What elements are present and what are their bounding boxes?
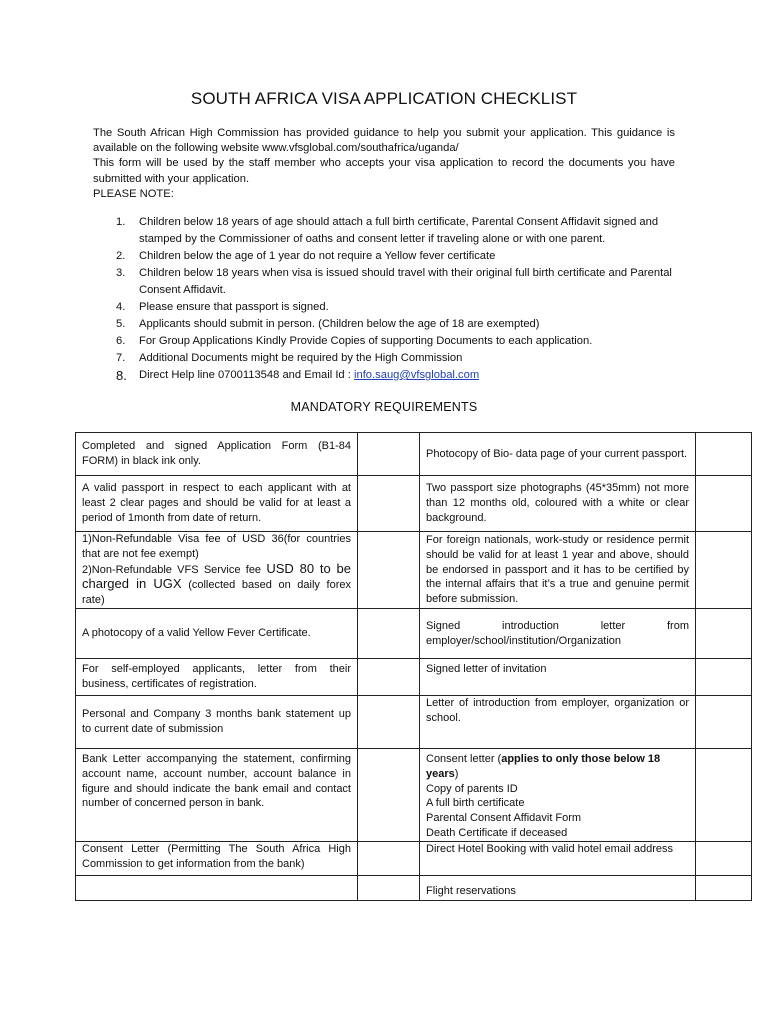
requirement-cell: A valid passport in respect to each applicant with at least 2 clear pages and should be valid for at least a period of 1month from date of return. — [76, 476, 358, 532]
requirement-cell — [76, 875, 358, 900]
check-cell[interactable] — [696, 532, 752, 609]
table-row — [76, 609, 752, 659]
check-cell[interactable] — [358, 532, 420, 609]
list-item-text: Additional Documents might be required by the High Commission — [139, 352, 463, 364]
check-cell[interactable] — [696, 749, 752, 842]
table-row — [76, 749, 752, 842]
table-row — [76, 841, 752, 875]
check-cell[interactable] — [696, 659, 752, 696]
check-cell[interactable] — [358, 433, 420, 476]
table-row — [76, 433, 752, 476]
list-item — [110, 316, 690, 333]
consent-letter-line — [426, 752, 689, 782]
page-title: SOUTH AFRICA VISA APPLICATION CHECKLIST — [190, 89, 578, 108]
list-item: Copy of parents ID — [426, 782, 518, 795]
check-cell[interactable] — [696, 433, 752, 476]
check-cell[interactable] — [358, 476, 420, 532]
service-fee-text: 2)Non-Refundable VFS Service fee — [82, 563, 267, 576]
table-row — [76, 875, 752, 900]
help-email-link[interactable]: info.saug@vfsglobal.com — [353, 369, 480, 381]
check-cell[interactable] — [358, 841, 420, 875]
list-item — [110, 333, 690, 350]
list-item-text: Children below the age of 1 year do not require a Yellow fever certificate — [139, 250, 496, 262]
check-cell[interactable] — [696, 476, 752, 532]
list-number: 7. — [116, 352, 126, 364]
table-row — [76, 476, 752, 532]
requirement-cell: Personal and Company 3 months bank statement up to current date of submission — [76, 696, 358, 749]
requirement-cell: For foreign nationals, work-study or residence permit should be valid for at least 1 year and above, should be endorsed in passport and it has to be certified by the internal affairs that it’s a true and genuine permit before submission. — [420, 532, 696, 609]
list-number: 1. — [116, 216, 126, 228]
requirement-cell: Direct Hotel Booking with valid hotel email address — [420, 841, 696, 875]
list-item-text: Applicants should submit in person. (Children below the age of 18 are exempted) — [139, 318, 540, 330]
consent-letter-close: ) — [454, 767, 459, 780]
requirement-cell: Completed and signed Application Form (B1-84 FORM) in black ink only. — [76, 433, 358, 476]
list-number: 5. — [116, 318, 126, 330]
check-cell[interactable] — [696, 609, 752, 659]
check-cell[interactable] — [358, 696, 420, 749]
check-cell[interactable] — [696, 841, 752, 875]
list-item — [110, 299, 690, 316]
visa-fee-line: 1)Non-Refundable Visa fee of USD 36(for countries that are not fee exempt) — [82, 533, 351, 560]
list-number: 8. — [116, 368, 127, 383]
requirement-cell: Two passport size photographs (45*35mm) not more than 12 months old, coloured with a white or clear background. — [420, 476, 696, 532]
requirement-cell: Letter of introduction from employer, organization or school. — [420, 696, 696, 749]
list-item-text: Children below 18 years when visa is issued should travel with their original full birth certificate and Parental Consent Affidavit. — [139, 267, 672, 296]
intro-form-purpose: This form will be used by the staff member who accepts your visa application to record the documents you have submitted with your application. — [93, 157, 675, 185]
intro-text — [93, 126, 675, 202]
service-fee-line — [82, 562, 351, 608]
service-fee-amount: USD 80 to be charged in UGX — [82, 560, 352, 592]
table-row — [76, 532, 752, 609]
requirement-cell: Flight reservations — [420, 875, 696, 900]
requirement-cell: Signed introduction letter from employer/school/institution/Organization — [420, 609, 696, 659]
check-cell[interactable] — [358, 609, 420, 659]
section-heading: MANDATORY REQUIREMENTS — [290, 400, 478, 414]
list-number: 4. — [116, 301, 126, 313]
list-item-text: Please ensure that passport is signed. — [139, 301, 329, 313]
list-number: 3. — [116, 267, 126, 279]
list-item — [110, 367, 690, 384]
requirement-cell — [76, 532, 358, 609]
requirement-cell: Photocopy of Bio- data page of your current passport. — [420, 433, 696, 476]
list-item: A full birth certificate — [426, 797, 525, 810]
check-cell[interactable] — [696, 696, 752, 749]
list-item — [110, 350, 690, 367]
requirement-cell: Signed letter of invitation — [420, 659, 696, 696]
list-item-text: Children below 18 years of age should attach a full birth certificate, Parental Consent Affidavit signed and stamped by the Commissioner of oaths and consent letter if traveling alone or with one parent. — [139, 216, 659, 245]
list-item-text: For Group Applications Kindly Provide Copies of supporting Documents to each application. — [139, 335, 593, 347]
table-row — [76, 659, 752, 696]
check-cell[interactable] — [358, 749, 420, 842]
requirements-table — [75, 432, 752, 901]
requirement-cell — [420, 749, 696, 842]
intro-guidance: The South African High Commission has provided guidance to help you submit your application. This guidance is available on the following website www.vfsglobal.com/southafrica/uganda/ — [93, 127, 675, 155]
notes-list — [110, 214, 690, 384]
requirement-cell: Bank Letter accompanying the statement, confirming account name, account number, account balance in figure and should indicate the bank email and contact number of concerned person in bank. — [76, 749, 358, 842]
list-item — [110, 214, 690, 248]
list-item: Death Certificate if deceased — [426, 826, 568, 839]
requirement-cell: Consent Letter (Permitting The South Africa High Commission to get information from the bank) — [76, 841, 358, 875]
check-cell[interactable] — [358, 659, 420, 696]
consent-letter-condition: applies to only those below 18 years — [426, 753, 661, 780]
list-number: 6. — [116, 335, 126, 347]
table-row — [76, 696, 752, 749]
service-fee-note: (collected based on daily forex rate) — [82, 579, 351, 607]
list-item — [110, 265, 690, 299]
list-item — [110, 248, 690, 265]
please-note-label: PLEASE NOTE: — [93, 187, 174, 200]
list-item: Parental Consent Affidavit Form — [426, 812, 582, 825]
list-number: 2. — [116, 250, 126, 262]
requirement-cell: A photocopy of a valid Yellow Fever Certificate. — [76, 609, 358, 659]
consent-letter-text: Consent letter ( — [426, 753, 502, 765]
list-item-text: Direct Help line 0700113548 and Email Id : — [139, 369, 354, 381]
check-cell[interactable] — [358, 875, 420, 900]
requirement-cell: For self-employed applicants, letter from their business, certificates of registration. — [76, 659, 358, 696]
check-cell[interactable] — [696, 875, 752, 900]
